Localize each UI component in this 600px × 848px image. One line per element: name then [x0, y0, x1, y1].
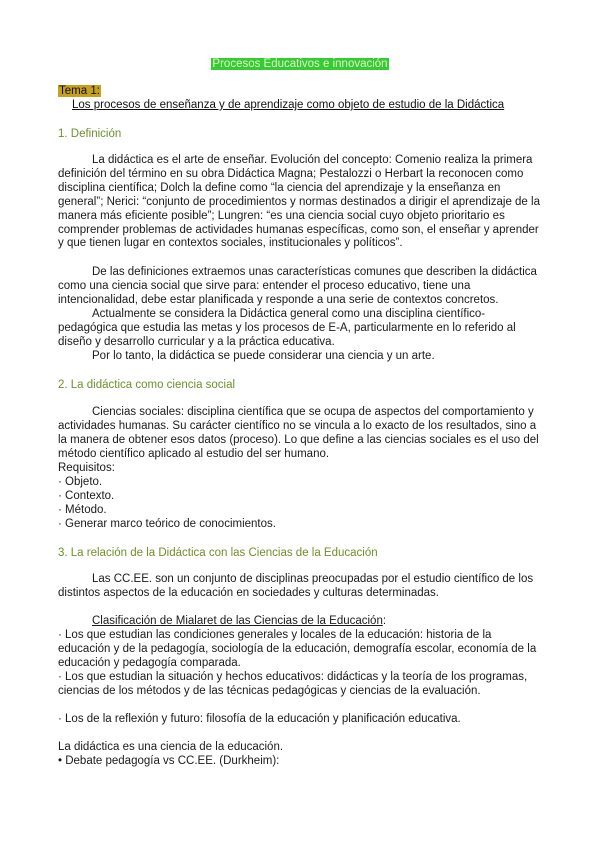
clasificacion-item: · Los de la reflexión y futuro: filosofía de la educación y planificación educativa. [58, 713, 461, 725]
requisito-item: · Generar marco teórico de conocimientos. [58, 518, 276, 530]
section-1-paragraph-4: Por lo tanto, la didáctica se puede considerar una ciencia y un arte. [92, 350, 435, 362]
section-3-paragraph: Las CC.EE. son un conjunto de disciplinas preocupadas por el estudio científico de los distintos aspectos de la educación en sociedades y culturas determinadas. [58, 573, 534, 599]
clasificacion-item: · Los que estudian la situación y hechos educativos: didácticas y la teoría de los programas, ciencias de los métodos y de las técnicas pedagógicas y ciencias de la evaluación. [58, 671, 528, 697]
closing-statement: La didáctica es una ciencia de la educación. [58, 741, 284, 753]
section-1-paragraph-2: De las definiciones extraemos unas características comunes que describen la didáctica como una ciencia social que sirve para: entender el proceso educativo, tiene una intencionalidad, debe estar planificada y responde a una serie de contextos concretos. [58, 266, 537, 306]
section-2-heading: 2. La didáctica como ciencia social [58, 379, 236, 391]
section-1-heading: 1. Definición [58, 128, 122, 140]
section-1-paragraph-1: La didáctica es el arte de enseñar. Evolución del concepto: Comenio realiza la primera definición del término en su obra Didáctica Magna; Pestalozzi o Herbart la reconocen como disciplina científica; Dolch la define como “la ciencia del aprendizaje y la enseñanza en general”; Nerici: “conjunto de procedimientos y normas destinados a dirigir el aprendizaje de la manera más eficiente posible”; Lungren: “es una ciencia social cuyo objeto prioritario es comprender problemas de actividades humanas específicas, como son, el enseñar y aprender y que tienen lugar en contextos sociales, institucionales y políticos”. [58, 154, 540, 250]
requisitos-label: Requisitos: [58, 462, 115, 474]
requisito-item: · Objeto. [58, 476, 103, 488]
requisito-item: · Contexto. [58, 490, 115, 502]
section-1-paragraph-3: Actualmente se considera la Didáctica general como una disciplina científico-pedagógica que estudia las metas y los procesos de E-A, particularmente en lo referido al diseño y desarrollo curricular y a la práctica educativa. [58, 308, 516, 348]
document-title: Procesos Educativos e innovación [212, 58, 388, 70]
section-2-paragraph: Ciencias sociales: disciplina científica que se ocupa de aspectos del comportamiento y actividades humanas. Su carácter científico no se vincula a lo exacto de los resultados, sino a la manera de obtener esos datos (proceso). Lo que define a las ciencias sociales es el uso del método científico aplicado al estudio del ser humano. [58, 406, 539, 460]
debate-bullet: • Debate pedagogía vs CC.EE. (Durkheim): [58, 755, 280, 767]
tema-label: Tema 1: [59, 85, 100, 97]
clasificacion-heading: Clasificación de Mialaret de las Ciencias de la Educación: [92, 615, 387, 627]
tema-title: Los procesos de enseñanza y de aprendizaje como objeto de estudio de la Didáctica [72, 99, 505, 111]
section-3-heading: 3. La relación de la Didáctica con las Ciencias de la Educación [58, 547, 378, 559]
requisito-item: · Método. [58, 504, 107, 516]
clasificacion-item: · Los que estudian las condiciones generales y locales de la educación: historia de la educación y de la pedagogía, sociología de la educación, demografía escolar, economía de la educación y pedagogía comparada. [58, 629, 537, 669]
